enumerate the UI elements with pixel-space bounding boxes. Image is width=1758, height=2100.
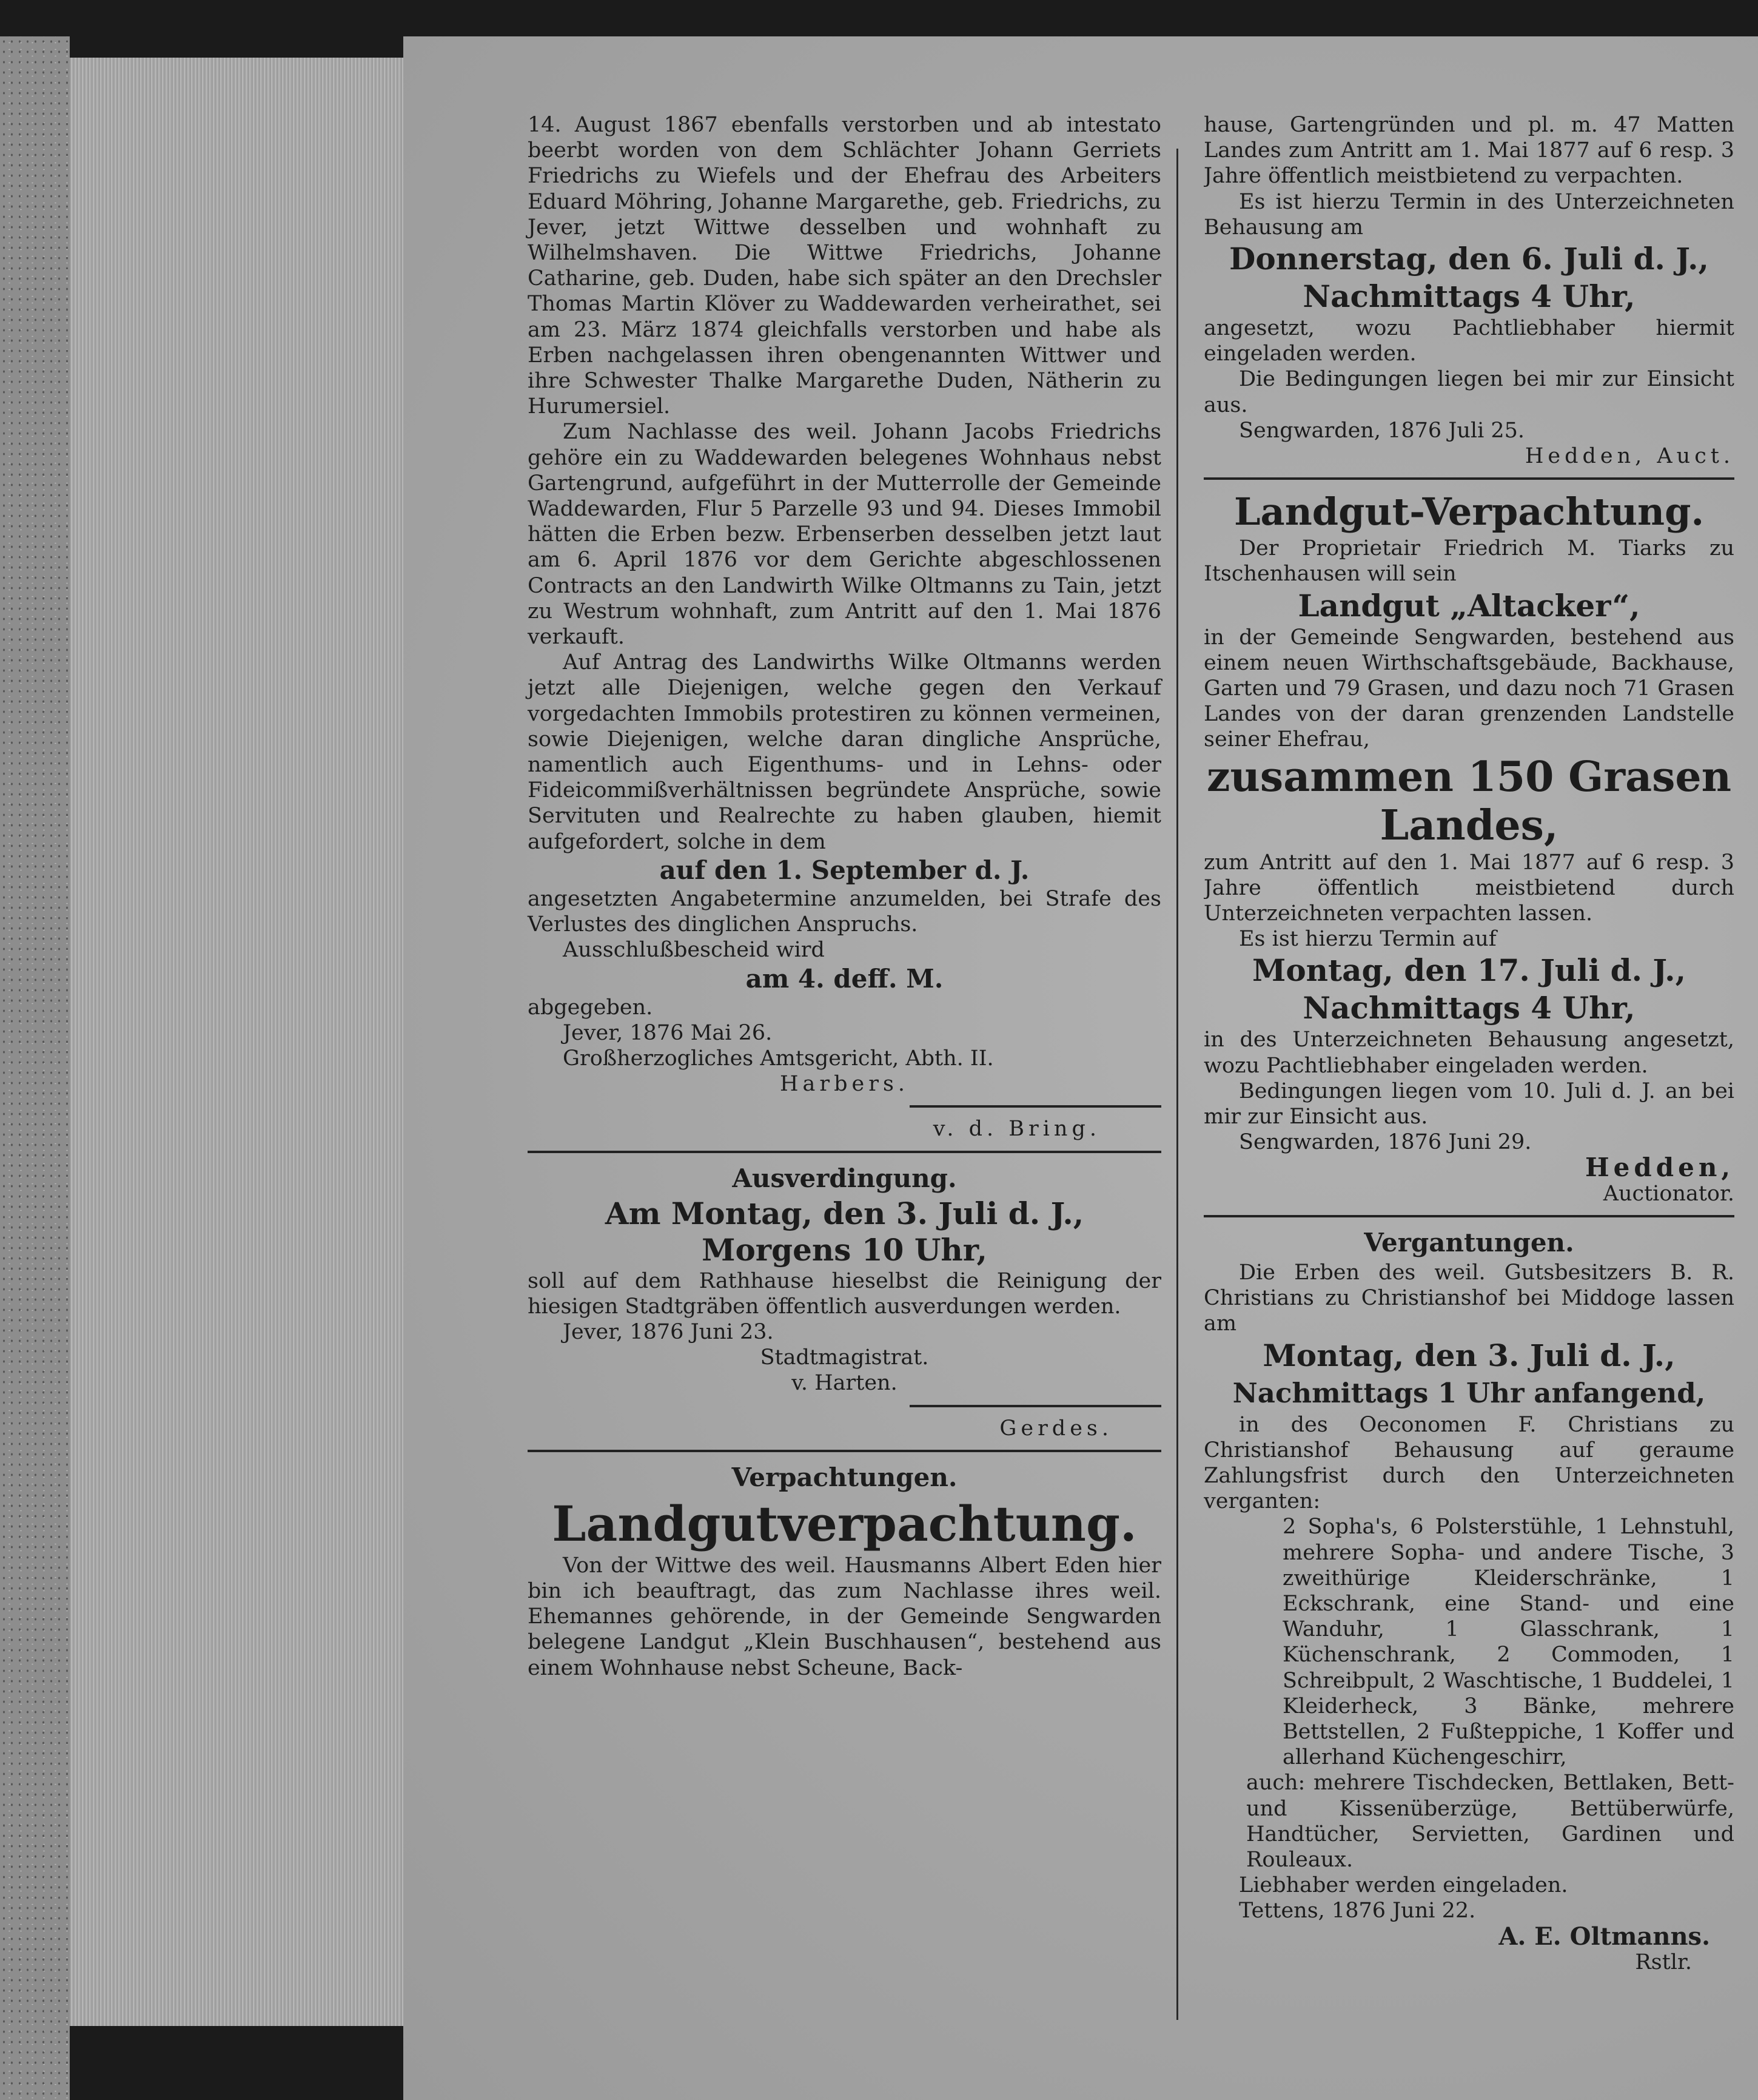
ad-body: hause, Gartengründen und pl. m. 47 Matten Landes zum Antritt am 1. Mai 1877 auf 6 resp. 3 Jahre öffentlich meistbietend zu verpachten. <box>1204 113 1734 189</box>
ad-date: Donnerstag, den 6. Juli d. J., <box>1229 241 1709 277</box>
book-spine-edge <box>0 36 70 2100</box>
notice-paragraph: angesetzten Angabetermine anzumelden, bei Strafe des Verlustes des dinglichen Anspruchs. <box>528 886 1161 937</box>
ad-highlight: Landes, <box>1380 801 1558 850</box>
left-column <box>528 112 1161 1681</box>
notice-paragraph: Ausschlußbescheid wird <box>563 938 825 963</box>
short-rule <box>910 1105 1161 1108</box>
ad-title: Landgut-Verpachtung. <box>1233 490 1705 534</box>
column-divider <box>1176 149 1178 2020</box>
ad-date: Montag, den 17. Juli d. J., <box>1252 952 1686 989</box>
ad-date: Montag, den 3. Juli d. J., <box>1263 1337 1676 1373</box>
ad-body: Der Proprietair Friedrich M. Tiarks zu Itschenhausen will sein <box>1204 536 1734 587</box>
ad-body: Bedingungen liegen vom 10. Juli d. J. an bei mir zur Einsicht aus. <box>1204 1079 1734 1129</box>
signature: Hedden, <box>1585 1153 1734 1183</box>
ad-body: zum Antritt auf den 1. Mai 1877 auf 6 resp. 3 Jahre öffentlich meistbietend durch Unterzeichneten verpachten lassen. <box>1204 850 1734 926</box>
notice-paragraph: Auf Antrag des Landwirths Wilke Oltmanns werden jetzt alle Diejenigen, welche gegen den Verkauf vorgedachten Immobils protestiren zu können vermeinen, sowie Diejenigen, welche daran dingliche Ansprüche, namentlich auch Eigenthums- und in Lehns- oder Fideicommißverhältnissen begründete Ansprüche, sowie Servituten und Realrechte zu haben glauben, hiemit aufgefordert, solche in dem <box>528 650 1161 854</box>
right-column <box>1204 112 1734 1975</box>
ad-time: Nachmittags 1 Uhr anfangend, <box>1232 1376 1706 1409</box>
notice-paragraph: Zum Nachlasse des weil. Johann Jacobs Friedrichs gehöre ein zu Waddewarden belegenes Wohnhaus nebst Gartengrund, aufgeführt in der Mutterrolle der Gemeinde Waddewarden, Flur 5 Parzelle 93 und 94. Dieses Immobil hätten die Erben bezw. Erbenserben desselben jetzt laut am 6. April 1876 vor dem Gerichte abgeschlossenen Contracts an den Landwirth Wilke Oltmanns zu Tain, jetzt zu Westrum wohnhaft, zum Antritt auf den 1. Mai 1876 verkauft. <box>528 420 1161 650</box>
signature: v. Harten. <box>791 1371 897 1396</box>
ad-body: in der Gemeinde Sengwarden, bestehend aus einem neuen Wirthschaftsgebäude, Backhause, Garten und 79 Grasen, und dazu noch 71 Grasen Landes von der daran grenzenden Landstelle seiner Ehefrau, <box>1204 625 1734 752</box>
place-date: Jever, 1876 Mai 26. <box>563 1020 773 1045</box>
signature-title: Rstlr. <box>1635 1950 1692 1974</box>
section-rule <box>528 1450 1161 1452</box>
ad-body: Es ist hierzu Termin in des Unterzeichneten Behausung am <box>1204 189 1734 240</box>
ad-time: Nachmittags 4 Uhr, <box>1303 990 1636 1026</box>
signature-title: Auctionator. <box>1603 1181 1734 1206</box>
place-date: Jever, 1876 Juni 23. <box>563 1319 774 1344</box>
item-list: auch: mehrere Tischdecken, Bettlaken, Bett- und Kissenüberzüge, Bettüberwürfe, Handtücher, Servietten, Gardinen und Rouleaux. <box>1246 1771 1734 1872</box>
ad-heading: Ausverdingung. <box>732 1163 957 1193</box>
ad-body: in des Unterzeichneten Behausung angesetzt, wozu Pachtliebhaber eingeladen werden. <box>1204 1028 1734 1078</box>
ad-body: Liebhaber werden eingeladen. <box>1239 1873 1568 1898</box>
court-name: Großherzogliches Amtsgericht, Abth. II. <box>563 1046 994 1071</box>
place-date: Sengwarden, 1876 Juni 29. <box>1239 1130 1532 1155</box>
ad-time: Nachmittags 4 Uhr, <box>1303 278 1636 315</box>
notice-paragraph: abgegeben. <box>528 995 653 1020</box>
signature: Hedden, Auct. <box>1525 444 1734 469</box>
estate-name: Landgut „Altacker“, <box>1298 587 1640 624</box>
clerk-signature: Gerdes. <box>999 1416 1113 1441</box>
ad-heading: Vergantungen. <box>1364 1227 1574 1257</box>
clerk-signature: v. d. Bring. <box>933 1117 1101 1142</box>
section-rule <box>1204 477 1734 480</box>
section-rule <box>528 1151 1161 1153</box>
section-rule <box>1204 1215 1734 1217</box>
decision-date: am 4. deff. M. <box>745 963 944 994</box>
ad-date: Am Montag, den 3. Juli d. J., <box>605 1195 1084 1231</box>
ad-body: Die Bedingungen liegen bei mir zur Einsicht aus. <box>1204 367 1734 417</box>
section-heading: Verpachtungen. <box>731 1462 958 1492</box>
short-rule <box>910 1405 1161 1407</box>
signature: Harbers. <box>779 1072 910 1097</box>
ad-body: soll auf dem Rathhause hieselbst die Reinigung der hiesigen Stadtgräben öffentlich ausverdungen werden. <box>528 1268 1161 1319</box>
place-date: Tettens, 1876 Juni 22. <box>1239 1899 1476 1923</box>
ad-title: Landgutverpachtung. <box>552 1495 1137 1552</box>
ad-time: Morgens 10 Uhr, <box>702 1231 987 1268</box>
place-date: Sengwarden, 1876 Juli 25. <box>1239 418 1525 443</box>
ad-body: Die Erben des weil. Gutsbesitzers B. R. Christians zu Christianshof bei Middoge lassen am <box>1204 1260 1734 1336</box>
page-stack-edge <box>70 58 405 2026</box>
notice-paragraph: 14. August 1867 ebenfalls verstorben und ab intestato beerbt worden von dem Schlächter Johann Gerriets Friedrichs zu Wiefels und der Ehefrau des Arbeiters Eduard Möhring, Johanne Margarethe, geb. Friedrichs, zu Jever, jetzt Wittwe desselben und wohnhaft zu Wilhelmshaven. Die Wittwe Friedrichs, Johanne Catharine, geb. Duden, habe sich später an den Drechsler Thomas Martin Klöver zu Waddewarden verheirathet, sei am 23. März 1874 gleichfalls verstorben und habe als Erben nachgelassen ihren obengenannten Wittwer und ihre Schwester Thalke Margarethe Duden, Nätherin zu Hurumersiel. <box>528 113 1161 419</box>
deadline-date: auf den 1. September d. J. <box>659 855 1030 885</box>
ad-body: in des Oeconomen F. Christians zu Christianshof Behausung auf geraume Zahlungsfrist durch den Unterzeichneten verganten: <box>1204 1412 1734 1514</box>
ad-highlight: zusammen 150 Grasen <box>1206 752 1732 801</box>
ad-body: Von der Wittwe des weil. Hausmanns Albert Eden hier bin ich beauftragt, das zum Nachlasse ihres weil. Ehemannes gehörende, in der Gemeinde Sengwarden belegene Landgut „Klein Buschhausen“, bestehend aus einem Wohnhause nebst Scheune, Back- <box>528 1553 1161 1680</box>
office-name: Stadtmagistrat. <box>760 1345 929 1370</box>
item-list: 2 Sopha's, 6 Polsterstühle, 1 Lehnstuhl, mehrere Sopha- und andere Tische, 3 zweithürige Kleiderschränke, 1 Eckschrank, eine Stand- und eine Wanduhr, 1 Glasschrank, 1 Küchenschrank, 2 Commoden, 1 Schreibpult, 2 Waschtische, 1 Buddelei, 1 Kleiderheck, 3 Bänke, mehrere Bettstellen, 2 Fußteppiche, 1 Koffer und allerhand Küchengeschirr, <box>1283 1515 1734 1770</box>
signature: A. E. Oltmanns. <box>1498 1922 1710 1951</box>
ad-body: angesetzt, wozu Pachtliebhaber hiermit eingeladen werden. <box>1204 316 1734 366</box>
ad-body: Es ist hierzu Termin auf <box>1239 927 1497 952</box>
